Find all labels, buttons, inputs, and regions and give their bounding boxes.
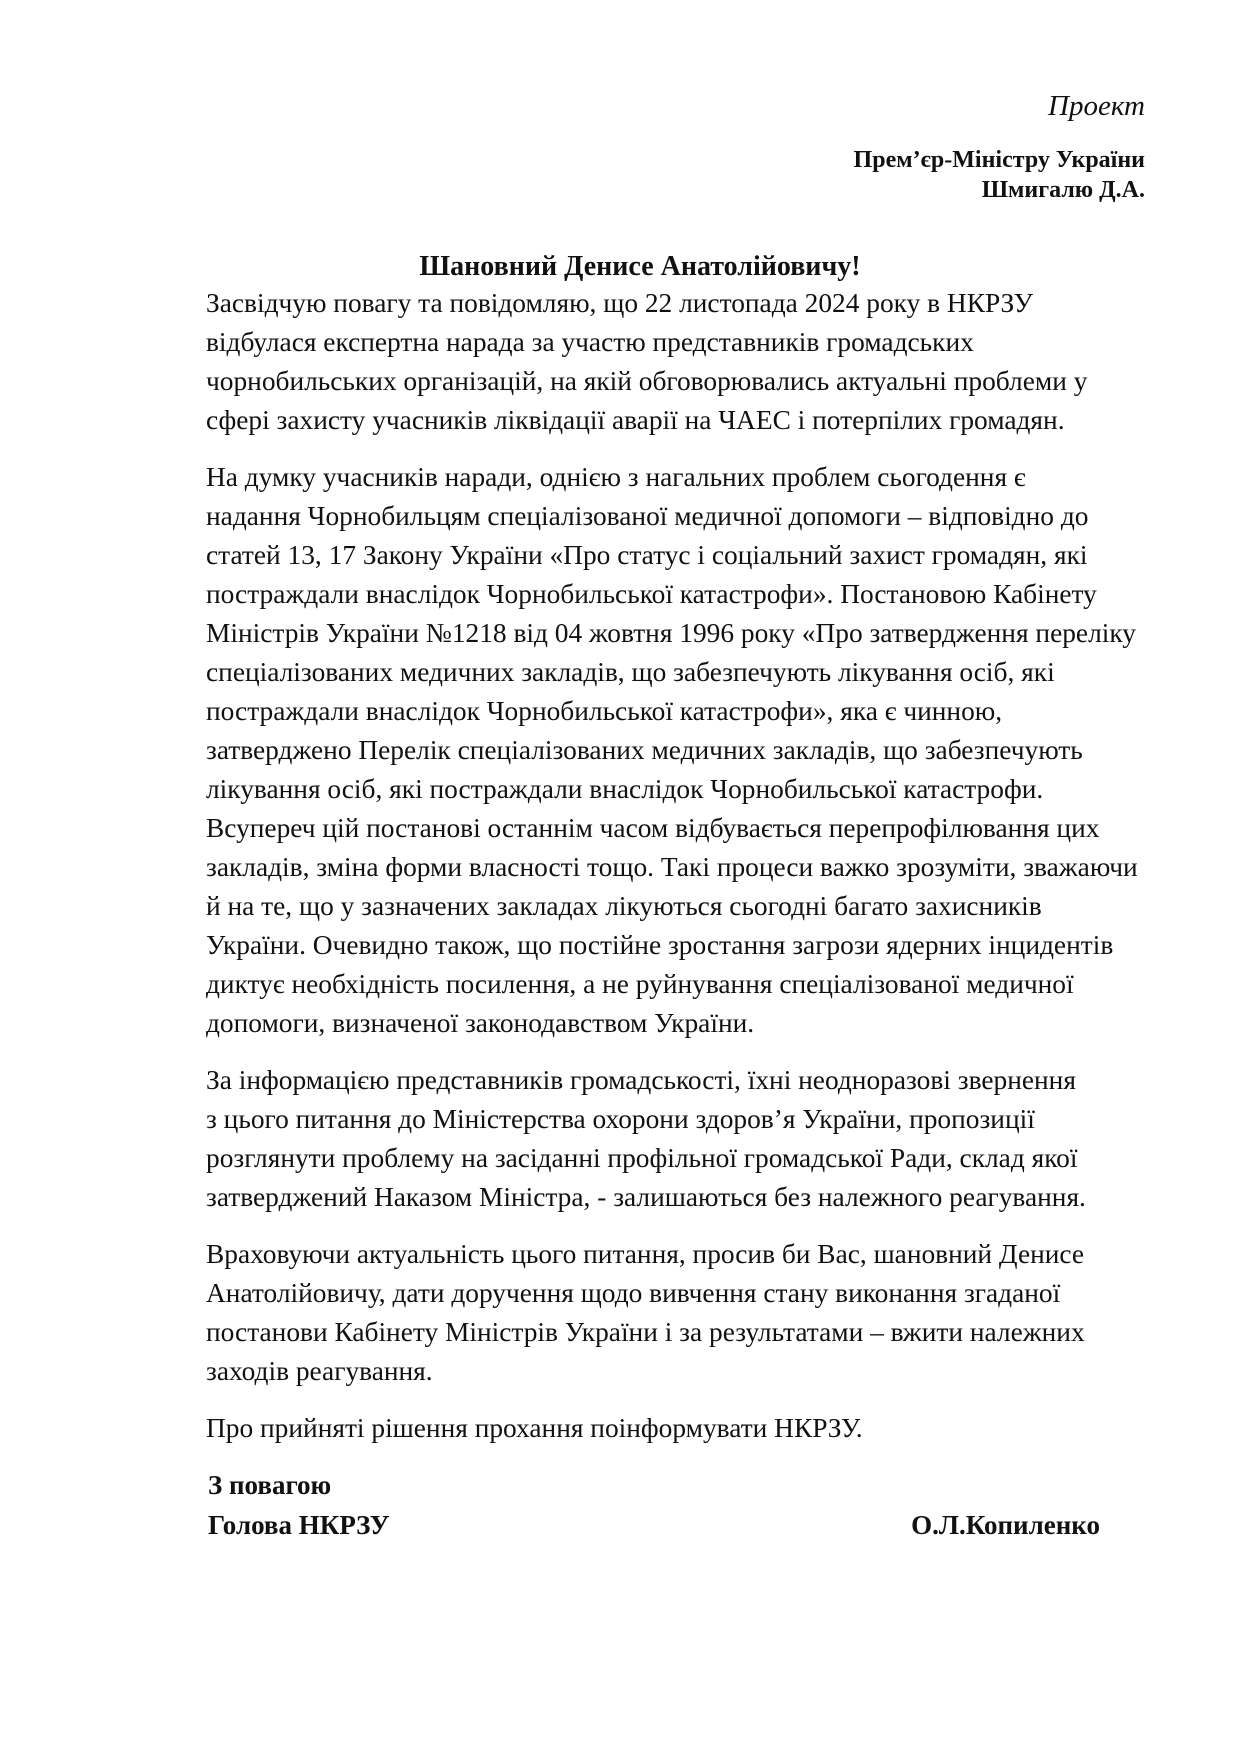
text-line: диктує необхідність посилення, а не руйнування спеціалізованої медичної: [206, 969, 1074, 999]
text-line: На думку учасників наради, однією з нагальних проблем сьогодення є: [206, 462, 1026, 492]
text-line: відбулася експертна нарада за участю представників громадських: [206, 327, 974, 357]
signature-block: [208, 1465, 1100, 1545]
signatory-name: О.Л.Копиленко: [911, 1510, 1100, 1540]
text-line: Про прийняті рішення прохання поінформувати НКРЗУ.: [206, 1413, 863, 1443]
letter-body: [148, 284, 1138, 1466]
signature-row: [208, 1505, 1100, 1545]
text-line: спеціалізованих медичних закладів, що забезпечують лікування осіб, які: [206, 657, 1055, 687]
text-line: За інформацією представників громадськості, їхні неодноразові звернення: [206, 1065, 1076, 1095]
text-line: заходів реагування.: [206, 1356, 433, 1386]
text-line: постраждали внаслідок Чорнобильської катастрофи», яка є чинною,: [206, 696, 1003, 726]
text-line: Анатолійовичу, дати доручення щодо вивчення стану виконання згаданої: [206, 1278, 1061, 1308]
text-line: закладів, зміна форми власності тощо. Такі процеси важко зрозуміти, зважаючи: [206, 852, 1138, 882]
text-line: затверджено Перелік спеціалізованих медичних закладів, що забезпечують: [206, 735, 1083, 765]
text-line: Засвідчую повагу та повідомляю, що 22 листопада 2024 року в НКРЗУ: [206, 288, 1033, 318]
text-line: й на те, що у зазначених закладах лікуються сьогодні багато захисників: [206, 891, 1042, 921]
paragraph-2: [148, 458, 1138, 1043]
signatory-position: Голова НКРЗУ: [208, 1510, 390, 1540]
paragraph-4: [148, 1235, 1138, 1391]
text-line: Міністрів України №1218 від 04 жовтня 1996 року «Про затвердження переліку: [206, 618, 1136, 648]
text-line: допомоги, визначеної законодавством України.: [206, 1008, 755, 1038]
text-line: надання Чорнобильцям спеціалізованої медичної допомоги – відповідно до: [206, 501, 1089, 531]
text-line: розглянути проблему на засіданні профільної громадської Ради, склад якої: [206, 1143, 1078, 1173]
text-line: з цього питання до Міністерства охорони здоров’я України, пропозиції: [206, 1104, 1035, 1134]
text-line: постанови Кабінету Міністрів України і за результатами – вжити належних: [206, 1317, 1085, 1347]
text-line: України. Очевидно також, що постійне зростання загрози ядерних інцидентів: [206, 930, 1114, 960]
text-line: затверджений Наказом Міністра, - залишаються без належного реагування.: [206, 1182, 1086, 1212]
text-line: статей 13, 17 Закону України «Про статус і соціальний захист громадян, які: [206, 540, 1088, 570]
addressee-title: Прем’єр-Міністру України: [853, 147, 1145, 173]
text-line: Всупереч цій постанові останнім часом відбувається перепрофілювання цих: [206, 813, 1100, 843]
draft-label: Проект: [1048, 90, 1145, 122]
paragraph-5: [148, 1409, 1138, 1448]
salutation: Шановний Денисе Анатолійовичу!: [419, 251, 861, 282]
text-line: Враховуючи актуальність цього питання, просив би Вас, шановний Денисе: [206, 1239, 1085, 1269]
text-line: сфері захисту учасників ліквідації аварії на ЧАЕС і потерпілих громадян.: [206, 405, 1065, 435]
paragraph-1: [148, 284, 1138, 440]
paragraph-3: [148, 1061, 1138, 1217]
text-line: постраждали внаслідок Чорнобильської катастрофи». Постановою Кабінету: [206, 579, 1097, 609]
addressee-block: [854, 145, 1145, 205]
closing-phrase: З повагою: [208, 1470, 332, 1500]
text-line: чорнобильських організацій, на якій обговорювались актуальні проблеми у: [206, 366, 1088, 396]
text-line: лікування осіб, які постраждали внаслідок Чорнобильської катастрофи.: [206, 774, 1044, 804]
addressee-name: Шмигалю Д.А.: [981, 177, 1145, 203]
